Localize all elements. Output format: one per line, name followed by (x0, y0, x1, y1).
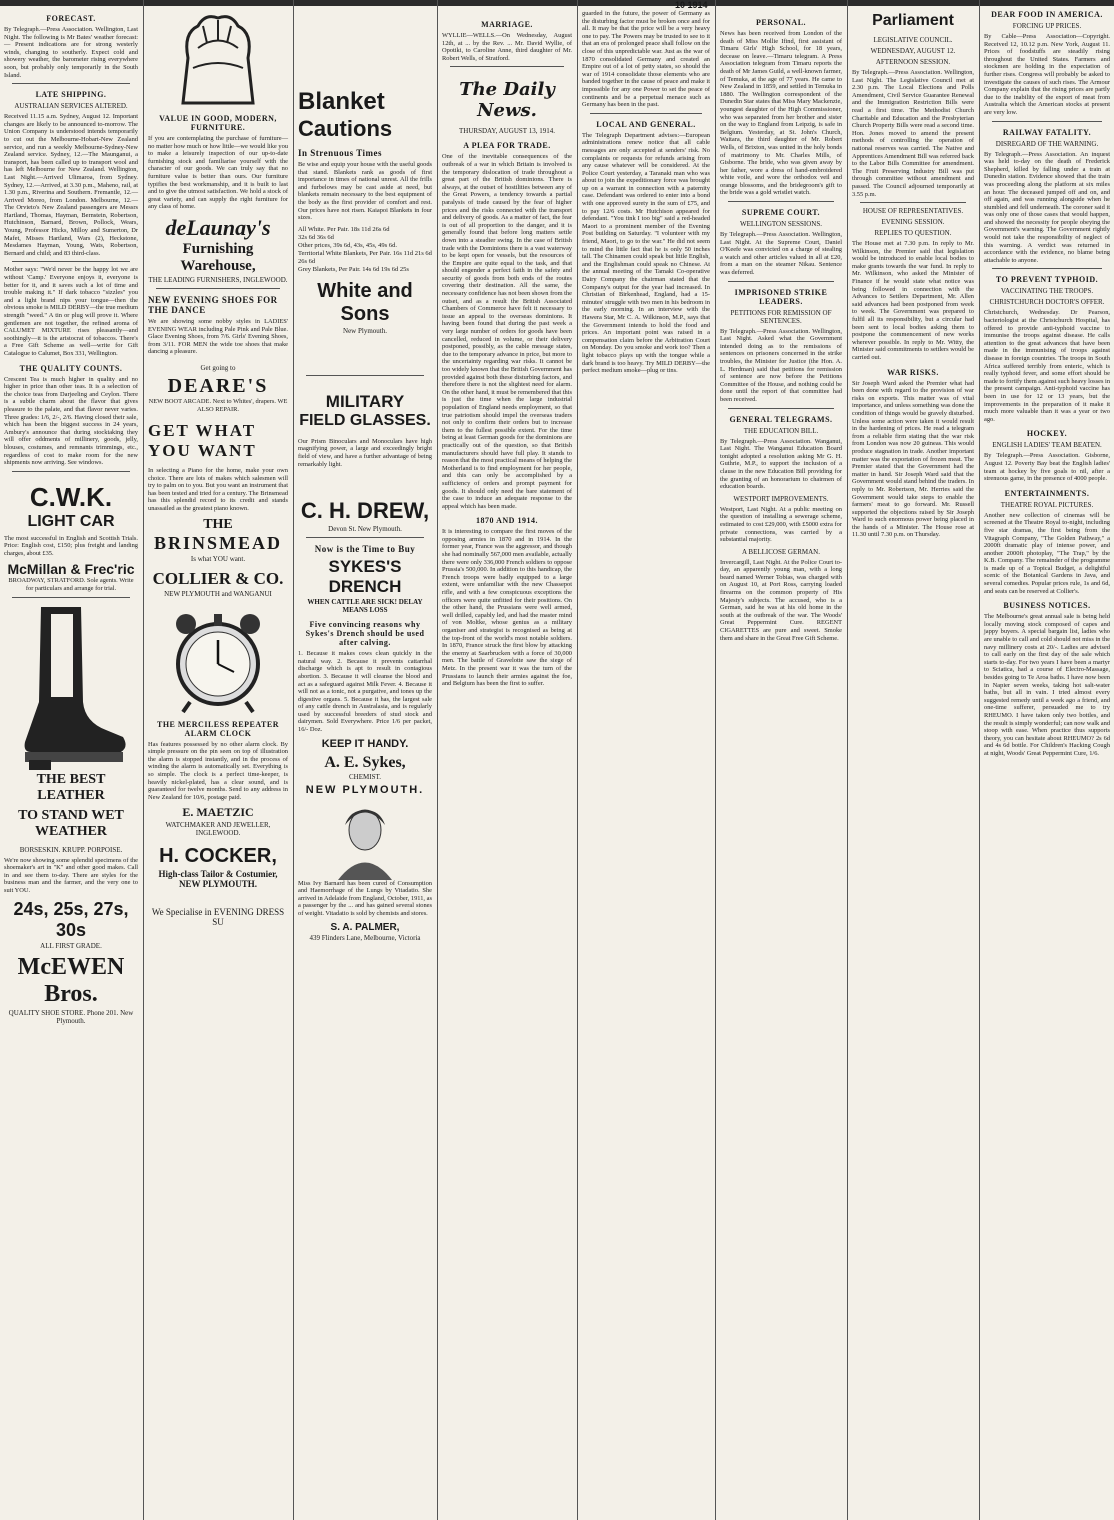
entertainments-heading: ENTERTAINMENTS. (1004, 488, 1090, 498)
divider (12, 597, 130, 598)
dear-food-heading: DEAR FOOD IN AMERICA. (991, 10, 1103, 19)
cwk-subtitle: LIGHT CAR (27, 512, 115, 530)
railway-text: By Telegraph.—Press Association. An inquest was held to-day on the death of Frederick Shepherd, killed by falling under a train at Dunedin station. Evidence showed that the train was proceeding along the platform at six miles an hour. The deceased jumped off and on, and off again, and was running alongside when he stumbled and fell underneath. The coroner said it was only one of those cases that would happen, and showed the necessity for people obeying the Government's warning. The Government rightly would not take the responsibility of neglect of this warning. A verdict was returned in accordance with the evidence, no blame being attachable to anyone. (984, 150, 1110, 264)
typhoid-heading: TO PREVENT TYPHOID. (995, 275, 1099, 285)
divider (12, 83, 130, 84)
time-to-buy-heading: Now is the Time to Buy (314, 544, 416, 555)
piano-text: In selecting a Piano for the home, make your own choice. There are lots of makes which salesmen will try to palm on to you. But you want an instrument that has been tested and tried for a century. The Brinsmead has this splendid record to its credit and stands unassailed as the greatest piano known. (148, 467, 288, 513)
railway-heading: RAILWAY FATALITY. (1002, 127, 1092, 137)
war-risks-heading: WAR RISKS. (887, 367, 939, 377)
maetzic-subtitle: WATCHMAKER AND JEWELLER, INGLEWOOD. (165, 821, 271, 838)
strike-text: By Telegraph.—Press Association. Wellington, Last Night. Asked what the Government intended doing as to the remissions of sentences on prisoners concerned in the strike troubles, the Minister for Justice (the Hon. A. L. Herdman) said that petitions for remission of sentence are now before the Petitions Committee of the House, and nothing could be done until the report of that committee had been received. (720, 327, 842, 403)
delaunay-title: deLaunay's (165, 214, 271, 240)
food-text: By Cable—Press Association—Copyright. Received 12, 10.12 p.m. New York, August 11. Prices of foodstuffs are steadily rising throughout the United States. Farmers and stockmen are holding in the expectation of further rises. Congress will probably be asked to investigate the causes of such rises. The Armour Company explain that the rising prices are partly due to the inability of the export of meat from Australia which the American stocks at present are very low. (984, 33, 1110, 116)
new-plymouth-label: NEW PLYMOUTH. (305, 783, 425, 796)
strike-heading: IMPRISONED STRIKE LEADERS. (734, 287, 828, 306)
marriage-text: WYLLIE—WELLS.—On Wednesday, August 12th, at ... by the Rev. ... Mr. David Wyllie, of Opotiki, to Caroline Anne, third daughter of Mr. Robert Wells, of Stratford. (442, 32, 572, 62)
dateline: THURSDAY, AUGUST 13, 1914. (459, 127, 555, 136)
westport-subheading: WESTPORT IMPROVEMENTS. (733, 494, 829, 503)
repeater-heading: THE MERCILESS REPEATER ALARM CLOCK (157, 719, 279, 738)
marriage-heading: MARRIAGE. (481, 20, 533, 29)
palmer-title: S. A. PALMER, (330, 921, 400, 933)
parliament-heading: Parliament (872, 12, 954, 29)
collier-title: COLLIER & CO. (152, 568, 284, 588)
council-text: By Telegraph.—Press Association. Wellington, Last Night. The Legislative Council met at 2.30 p.m. The Local Elections and Polls Amendment, Civil Service Guarantee Renewal and the Immigration Restriction Bills were read a first time. The Methodist Church Charitable and Education and the Presbyterian Church Property Bills were read a second time. Hon. Jones moved to amend the present methods of controlling the operation of national reserves was carried. The Native and Apprentices Amendment Bill was referred back to the Labor Bills Committee for amendment. The Fruit Preserving Industry Bill was put through committee without amendment and passed. The Council adjourned temporarily at 3.55 p.m. (852, 69, 974, 198)
afternoon-heading: AFTERNOON SESSION. (875, 58, 951, 66)
column-personal-telegrams (716, 0, 846, 1520)
doctor-subheading: CHRISTCHURCH DOCTOR'S OFFER. (989, 298, 1105, 307)
cwk-title: C.W.K. (29, 481, 113, 512)
replies-heading: REPLIES TO QUESTION. (874, 229, 952, 238)
council-date: WEDNESDAY, AUGUST 12. (870, 47, 956, 55)
forecast-heading: FORECAST. (46, 14, 96, 23)
alarm-clock-icon (168, 604, 268, 714)
typhoid-text: Christchurch, Wednesday. Dr Pearson, bacteriologist at the Christchurch Hospital, has offered to provide anti-typhoid vaccine to immunise the troops against disease. He calls attention to the great advances that have been made in the immunising of troops against disease in foreign countries. The troops in South Africa suffered terribly from enteric, which is really typhoid fever, and some effort should be made to fortify them against such heavy losses in the present campaign. Anti-typhoid vaccine has been in use for 12 or 13 years, but the improvements in the preparation of it make it much more valuable than it was a year or two ago. (984, 309, 1111, 423)
personal-text: News has been received from London of the death of Miss Mollie Ifind, first assistant of Timaru Girls' High School, for 18 years, decease on leave.—Timaru telegram. A Press Association telegram from Timaru reports the death of Mr James Guild, a well-known farmer, of Temuka, at the age of 77 years. He came to New Zealand in 1859, and settled in Temuka in 1880. The Wellington correspondent of the Dunedin Star states that Miss Mary Mackenzie, youngest daughter of the High Commissioner, who was separated from her brother and sister on the way to England from Leipzig, is safe in Belgium. Yesterday, at St. John's Church, Waitara, the third daughter of Mr. Robert Wells, of Brixton, was united in the holy bonds of matrimony to Mr. Charles Mills, of Gisborne. The bride, who was given away by her father, wore a dress of hand-embroidered white voile, and wore the orthodox veil and orange blossoms, and the bridegroom's gift to the bride was a gold wristlet watch. (720, 30, 842, 197)
theatre-text: Another new collection of cinemas will be screened at the Theatre Royal to-night, including five star dramas, the first being from the Vitagraph Company, "The Golden Pathway," a 2000ft dramatic play of intense power, and another 2000ft photoplay, "The Trap," by the K.B. Company. The remainder of the programme is made up of a Topical Budget, a delightful scenic of the Botanical Gardens in Java, and several comedies. Popular prices rule, 1s and 6d, and seats can be reserved at Collier's. (984, 511, 1111, 595)
cwk-text: The most successful in English and Scottish Trials. Price: English cost, £150; plus freight and landing charges, about £35. (4, 534, 138, 557)
delaunay-small: THE LEADING FURNISHERS, INGLEWOOD. (148, 275, 288, 284)
price-line: Grey Blankets, Per Pair. 14s 6d 19s 6d 25s (298, 265, 409, 273)
divider (306, 375, 424, 376)
brinsmead-subtitle: Is what YOU want. (190, 554, 246, 563)
education-subheading: THE EDUCATION BILL. (743, 426, 819, 435)
repeater-text: Has features possessed by no other alarm clock. By simple pressure on the pin seen on top of illustration the alarm is stopped instantly, and in the process of winding the alarm is automatically set. Everything is so simple. The clock is a perfect time-keeper, is heavily nickel-plated, has a clear sound, and is guaranteed for twelve months. Send to any address in New Zealand for 10/6, postage paid. (148, 740, 288, 801)
price-line: Territorial White Blankets, Per Pair. 16s 11d 21s 6d 26s 6d (298, 249, 432, 265)
cocker-subtitle: High-class Tailor & Costumier, NEW PLYMOUTH. (158, 869, 278, 890)
drew-subtitle: Devon St. New Plymouth. (328, 525, 402, 534)
divider (728, 281, 834, 282)
when-cattle-heading: WHEN CATTLE ARE SICK! DELAY MEANS LOSS (307, 598, 423, 615)
theatre-subheading: THEATRE ROYAL PICTURES. (1000, 500, 1094, 509)
westport-text: Westport, Last Night. At a public meeting on the question of installing a sewerage scheme, estimated to cost £29,000, with £5000 extra for private connections, was carried by a substantial majority. (720, 505, 842, 544)
portrait-illustration-icon (330, 800, 400, 880)
prices-line: 24s, 25s, 27s, 30s (13, 898, 129, 940)
ae-sykes-title: A. E. Sykes, (324, 753, 406, 771)
railway-subheading: DISREGARD OF THE WARNING. (995, 139, 1099, 148)
get-what-heading: GET WHAT YOU WANT (148, 421, 257, 461)
shipping-subheading: AUSTRALIAN SERVICES ALTERED. (14, 102, 128, 111)
hockey-heading: HOCKEY. (1026, 429, 1068, 439)
wars-heading: 1870 AND 1914. (476, 516, 538, 526)
personal-heading: PERSONAL. (755, 18, 807, 27)
leather-text: We're now showing some splendid specimens of the shoemaker's art in "K" and other good makes. Call in and see them to-day. There are styles for the business man and the farmer, and the very one to suit YOU. (4, 856, 138, 895)
drew-title: C. H. DREW, (300, 498, 430, 524)
telegrams-heading: GENERAL TELEGRAMS. (729, 414, 833, 424)
leather-types: BORSESKIN. KRUPP. PORPOISE. (19, 845, 123, 854)
value-heading: VALUE IN GOOD, MODERN, FURNITURE. (159, 114, 277, 132)
boot-illustration-icon (11, 602, 131, 772)
business-heading: BUSINESS NOTICES. (1003, 601, 1091, 611)
wars-text: It is interesting to compare the first moves of the opposing armies in 1870 and in 1914. In the former year, France was the aggressor, and though she had nominally 567,000 men available, actually there were only 336,000 French soldiers to oppose Prussia's 500,000. In addition to this handicap, the French troops were badly equipped to a large extent, were unfamiliar with the new Chassepot rifle, and with a few conspicuous exceptions the officers were quite unfitted for their positions. On the other hand, the Prussians were well armed, well drilled, capably led, and had the master mind of von Moltke, whose genius as a military organiser and strategist is recognised as being at the top-front of the world's most notable soldiers. In 1870, France struck the first blow by attacking the enemy at Saarbrucken with a force of 30,000 men. The battle of Gravelotte saw the siege of Metz. In the present war it was the turn of the Prussians to launch their armies against the foe, and Belgium has been the first to suffer. (442, 528, 572, 688)
house-text: The House met at 7.30 p.m. In reply to Mr. Wilkinson, the Premier said that legislation would be introduced to enable local bodies to make grants towards the war fund. In reply to Mr. Wilkinson, who asked the Minister of Finance if he would state what notice was being followed in connection with the Advances to Settlers Department, Mr. Allen said advances had been postponed from week to week. The Government was prepared to fulfil all its responsibility, but a circular had been sent to local bodies asking them to postpone the commencement of new works wherever possible. In reply to Mr. Witty, the Minister said commitments to settlers would be carried out. (852, 240, 974, 361)
mcewen-title: McEWEN Bros. (17, 953, 125, 1007)
supreme-text: By Telegraph.—Press Association. Wellington, Last Night. At the Supreme Court, Daniel O'Keefe was convicted on a charge of stealing a watch and other articles valued in all at £20, from a man on the steamer Nikau. Sentence was deferred. (720, 231, 842, 277)
plea-heading: A PLEA FOR TRADE. (463, 141, 551, 151)
masthead: The Daily News. (459, 79, 555, 122)
maetzic-title: E. MAETZIC (182, 805, 254, 820)
divider (12, 261, 130, 262)
forcing-subheading: FORCING UP PRICES. (1012, 22, 1082, 30)
german-text: Invercargill, Last Night. At the Police Court to-day, an apparently young man, with a long beard named Werner Tobias, was charged with on August 10, at Port Ross, carrying loaded firearms on the common property of His Majesty's subjects. The accused, who is a German, said he was at his old home in the south at the outbreak of the war. The Woods' Great Peppermint Cure. REGENT CIGARETTES are pure and sweet. Smoke them and share in the Great Free Gift Scheme. (720, 558, 842, 642)
blanket-title: Blanket (298, 88, 385, 115)
war-risks-text: Sir Joseph Ward asked the Premier what had been done with regard to the provision of war risks on exports. This matter was of vital importance, and unless something was done the condition of things would be gravely disturbed. Unless some action were taken it would result in the hardening of prices. He read a telegram from a reliable firm stating that the war risk from London was now 20 guineas. This would produce stagnation in trade. Another important matter was the exportation of frozen meat. The Premier stated that the Government had the matter in hand. Sir Joseph Ward said that the Government would stand behind the traders. In reply to Mr. Robertson, Mr. Herries said the Government would take steps to enable the farmers' meat to go forward. Mr. Russell supported the objections raised by Sir Joseph Ward to such enormous power being placed in the hands of a Minister. The House rose at 11.30 until 7.30 p.m. on Thursday. (852, 379, 974, 539)
divider (992, 268, 1102, 269)
council-heading: LEGISLATIVE COUNCIL. (873, 36, 953, 44)
cocker-title: H. COCKER, (159, 845, 277, 868)
white-sons-title: White and Sons (317, 279, 413, 325)
value-text: If you are contemplating the purchase of furniture—no matter how much or how little—we would like you to make a leisurely inspection of our up-to-date furnishing stock and familiarise yourself with the character of our goods. We can truly say that no furniture value is better than ours. Our furniture typifies the best workmanship, and it is built to last and to give the utmost satisfaction. We hold a stock of great variety, and can supply the right furniture for any class of home. (148, 135, 288, 211)
deares-text: NEW BOOT ARCADE. Next to Whites', drapers. WE ALSO REPAIR. (148, 397, 288, 413)
divider (728, 408, 834, 409)
divider (728, 201, 834, 202)
house-heading: HOUSE OF REPRESENTATIVES. (862, 207, 964, 216)
glasses-text: Our Prism Binoculars and Monoculars have high magnifying power, a large and exceedingly bright field of view, and have a further advantage of being remarkably light. (298, 437, 432, 468)
column-forecast-shipping (0, 0, 142, 1520)
mcewen-subtitle: QUALITY SHOE STORE. Phone 201. New Plymouth. (8, 1008, 134, 1025)
deares-title: DEARE'S (167, 374, 269, 397)
mcmillan-title: McMillan & Frec'ric (7, 561, 135, 578)
sykes-drench-title: SYKES'S DRENCH (328, 557, 402, 597)
column-editorial (438, 0, 576, 1520)
price-line: All White. Per Pair. 18s 11d 26s 6d (298, 225, 390, 233)
sykes-text: 1. Because it makes cows clean quickly in the natural way. 2. Because it prevents cattarrhal discharge which is apt to result in contagious abortion. 3. Because it will cleanse the blood and act as a safeguard against Milk Fever. 4. Because it will not as a tonic, not a purgative, and tones up the digestive organs. 5. Because it has, the largest sale of any cattle drench in Australasia, and is regularly used by successful breeders of stud stock and dairymen. Sold Everywhere. Price 1/6 per packet, 16/- Doz. (298, 650, 432, 734)
military-title: MILITARY (325, 391, 405, 411)
divider (450, 66, 564, 67)
price-line: Other prices, 39s 6d, 43s, 45s, 49s 6d. (298, 241, 397, 249)
price-line: 32s 6d 36s 6d (298, 233, 334, 241)
hands-illustration-icon (163, 8, 273, 108)
hockey-text: By Telegraph.—Press Association. Gisborne, August 12. Poverty Bay beat the English ladies' team at hockey by five goals to nil, after a strenuous game, in the presence of 4000 people. (984, 452, 1110, 483)
local-text: The Telegraph Department advises:—European administrations renew notice that all cable messages are only accepted at senders' risk. No complaints or requests for refunds arising from any cause whatever will be considered. At the Police Court yesterday, a Taranaki man who was about to join the expeditionary force was brought up on a warrant in connection with a paternity case. Defendant was ordered to enter into a bond with one approved surety in the sum of £75, and to pay 12/6 costs. Mr Hutchison appeared for defendant. "You tink I too big" said a red-headed Maori to a prominent member of the Evening Post building on Saturday. "I volunteer with my friend, Maori, to go to the war." He did not seem to mind the little fact that he is only 50 inches tall. The Chinamen could speak but little English, and the Englishman could speak no Chinese. At the annual meeting of the Tamaki Co-operative Dairy Company the chairman stated that the Company's output for the year had increased. In Christian of Birkenhead, England, had a 15-minutes' struggle with two men in his bedroom in the early morning. In an interview with the Hawera Star, Mr C. A. Wilkinson, M.P., says that the Government intends to hold the food and prices. An important point was raised in a compensation claim before the Arbitration Court on Monday. Do you smoke and work too? Then a light tobacco plays up with the tongue while a dark brand is too heavy. Try MILD DERBY—the perfect medium smoke—plug or tins. (582, 131, 710, 375)
prices-subline: ALL FIRST GRADE. (40, 941, 102, 950)
field-glasses-title: FIELD GLASSES. (299, 411, 431, 429)
the-label: THE (203, 516, 233, 532)
ladies-subheading: ENGLISH LADIES' TEAM BEATEN. (992, 441, 1102, 450)
divider (590, 113, 702, 114)
mcmillan-text: BROADWAY, STRATFORD. Sole agents. Write for particulars and arrange for trial. (8, 577, 134, 593)
quality-heading: THE QUALITY COUNTS. (19, 363, 123, 373)
white-sons-subtitle: New Plymouth. (343, 326, 387, 335)
strike-subheading: PETITIONS FOR REMISSION OF SENTENCES. (730, 308, 832, 325)
editorial-continued-text: guarded in the future, the power of Germany as the disturbing factor must be broken once and for all. It may be that the price will be a very heavy one to pay. The Powers may be trusted to see to it that an era of prolonged peace shall follow on the close of this unpredictable war. Just as the war of 1870 consolidated Germany and created an Empire out of a lot of petty states, so should the war of 1914 consolidate those elements who are banded together in the cause of peace and make it impossible for any one Power to set the peace of continents and be a perpetual menace such as Germany has been in the past. (582, 10, 710, 109)
cautions-title: Cautions (298, 116, 393, 141)
specialise-text: We Specialise in EVENING DRESS SU (151, 907, 285, 928)
column-furniture-ads (144, 0, 292, 1520)
divider (306, 537, 424, 538)
tobacco-notice-text: Mother says: "We'd never be the happy lot we are without 'Camp.' Everyone enjoys it, everyone is better for it, and it saves such a lot of time and trouble making it." If dark tobacco "sizzles" you and a light brand nips your tongue—then the obvious smoke is MILD DERBY—the true medium strength "weed." A tin or plug will prove it. Where gentlemen are not together, the refined aroma of CALUMET MIXTURE rises pleasantly—and soothingly—it is the aristocrat of tobaccos. There's a Free Gift Scheme as well—write for Gift Catalogue to Calumet, Box 331, Wellington. (4, 266, 138, 357)
column-cable-news (980, 0, 1114, 1520)
supreme-heading: SUPREME COURT. (741, 208, 821, 218)
five-reasons-heading: Five convincing reasons why Sykes's Drench should be used after calving. (305, 620, 425, 648)
plea-text: One of the inevitable consequences of the outbreak of a war in which Britain is involved is the temporary dislocation of trade throughout a great part of the British dominions. There is always, at the outset of hostilities between any of the Great Powers, a tendency towards a partial paralysis of trade caused by the fear of higher prices and the risks connected with the transport and delivery of goods. As a matter of fact, the fear is out of all proportion to the danger, and it is generally found that before long matters settle down into a steadier swing. In the case of British trade with the Dominions there is a vast waterway to be kept open for vessels, but the resources of the Empire are quite equal to the task, and that should engender a perfect faith in the safety and security of goods from both ends of the routes covering their destination. All the same, the necessary confidence has not been shown from the outset, and as a result the British Associated Chambers of Commerce have felt it necessary to issue an appeal to the overseas dominions. It having been found that during the past week a very large number of orders for goods have been cancelled, reduced in volume, or their delivery postponed, possibly, as the cable message states, due to the temporary advance in price, but more to the uncertainty regarding war risks. It cannot be too widely known that the British Government has provided against both these disturbing factors, and therefore there is not the slightest need for alarm. On the other hand, it must be remembered that this is just the time when the large industrial population of England needs employment, so that true patriotism should impel the overseas traders not only to confirm their orders but to increase them to the fullest possible extent. For the time being at least German goods for the dominions are practically out of the question, so that British manufacturers should have full play. It stands to reason that the most practical means of helping the Motherland is to find employment for her people, and this can only be accomplished by a sufficiency of orders and prompt payment for goods. It should only need the bare statement of the case to induce an adequate response to the appeal which has been made. (442, 153, 572, 510)
quality-text: Crescent Tea is much higher in quality and no higher in price than other teas. It is a selection of the choice teas from Darjeeling and Ceylon. There is a subtle charm about the flavor that gives pleasure to the palate, and that flavor never varies. Three grades: 1/6, 2/-, 2/6. Having closed their sale, which has been the biggest success in 24 years, Ambury's announce that during stocktaking they will offer oddments of millinery, goods, jelly, blouses, costumes, and remnants trimmings, etc., regardless of cost to make room for the new shipments now arriving. See windows. (4, 375, 138, 467)
local-heading: LOCAL AND GENERAL. (596, 119, 696, 129)
education-text: By Telegraph.—Press Association. Wanganui, Last Night. The Wanganui Education Board tonight adopted a resolution asking Mr G. H. Guthrie, M.P., to support the inclusion of a clause in the new Education Bill providing for the granting of an honorarium to chairmen of education boards. (720, 437, 842, 491)
column-parliament (848, 0, 978, 1520)
evening-heading: EVENING SESSION. (881, 218, 945, 227)
german-subheading: A BELLICOSE GERMAN. (742, 547, 820, 556)
business-text: The Melbourne's great annual sale is being held locally moving stock composed of capes and jappy buyers. A special bargain list, ladies who are unable to call and cold should not miss in the navy millinery costs at 20/-. Ladies are advised to call early on the first day of the sale which starts to-day. For two years I have been a martyr to Sciatica, had a course of Electro-Massage, besides going to Te Aroa baths. I have now been in Napier seven weeks, taking hot salt-water baths, but all in vain. I tried almost every suggested remedy until a week ago a friend, and one-time sufferer, persuaded me to try RHEUMO. I have taken only two bottles, and the result is simply wonderful; can now walk and stoop with ease. When practice thus supports theory, you can hesitate about RHEUMO? 2s 6d and 4s 6d bottle. For Children's Hacking Cough at night, Woods' Great Peppermint Cure, 1/6. (984, 613, 1111, 757)
forecast-text: By Telegraph.—Press Association. Wellington, Last Night. The following is Mr Bates' weather forecast:— Present indications are for strong westerly winds, changing to southerly. Expect cold and showery weather, the barometer rising everywhere soon, but probably only temporarily in the South Island. (4, 26, 138, 79)
delaunay-subtitle: Furnishing Warehouse, (180, 240, 256, 274)
collier-subtitle: NEW PLYMOUTH and WANGANUI (164, 589, 272, 598)
sessions-subheading: WELLINGTON SESSIONS. (740, 220, 822, 229)
blanket-text: Be wise and equip your house with the useful goods that stand. Blankets rank as goods of first importance in times of national unrest. All the frills and furbelows may be cast aside at need, but blankets remain necessary to the best equipment of the body as the first provider of comfort and rest. Our prices have not risen. Kaiapoi Blankets in four sizes. (298, 161, 432, 222)
column-local-general (578, 0, 714, 1520)
page-number: 10 1914 (675, 0, 708, 10)
brinsmead-title: BRINSMEAD (153, 532, 282, 553)
best-leather-heading: THE BEST LEATHER (36, 771, 106, 803)
column-blanket-ads (294, 0, 436, 1520)
shipping-heading: LATE SHIPPING. (35, 90, 107, 100)
chemist-label: CHEMIST. (349, 772, 381, 781)
going-to-text: Get going to (200, 363, 236, 372)
stand-wet-heading: TO STAND WET WEATHER (18, 807, 124, 839)
palmer-subtitle: 439 Flinders Lane, Melbourne, Victoria (309, 933, 421, 942)
barnard-text: Miss Ivy Barnard has been cured of Consumption and Haemorrhage of the Lungs by Vitadatio. She arrived in Adelaide from England, October, 1911, as a passenger by the ... and has gained several stones of weight. Vitadatio is sold by chemists and stores. (298, 879, 432, 918)
divider (992, 121, 1102, 122)
shoes-text: We are showing some nobby styles in LADIES' EVENING WEAR including Pale Pink and Pale Blue. Glace Evening Shoes, from 7/6. Girls' Evening Shoes, from 3/11. FOR MEN the wide toe shoes that make dancing a pleasure. (148, 317, 288, 356)
divider (12, 471, 130, 472)
strenuous-heading: In Strenuous Times (298, 148, 383, 158)
keep-handy-text: KEEP IT HANDY. (321, 737, 409, 750)
shipping-text: Received 11.15 a.m. Sydney, August 12. Important changes are likely to be announced to-morrow. The Union Company is understood intends temporarily to cut out the Melbourne-Hobart-New Zealand service, and run a weekly Melbourne-Sydney-New Zealand service. Sydney, 12.—The Maunganui, a transport, has been called up to transport wool and has left Melbourne for New Zealand. Wellington, Last Night.—Arrived Ulimaroa, from Sydney. Sydney, 12.—Arrived, at 3.30 p.m., Maheno, rail, at 1.30 p.m., Riverina and Southern. Fremantle, 12.—Arrived Moreo, from London. Melbourne, 12.—The Orvieto's New Zealand passengers are Messrs Hartland, Thomas, Hayman, Bernstein, Robertson, Hutchinson, Barnard, Brown, Pollock, Wears, Young, Professor Hicks, Milloy and Sumerton, Dr Mafet, Misses Hartland, Wars (2), Heckstone, Mesdames Hayman, Young, Wats, Robertson, Bernard and child; and 83 third-class. (4, 113, 138, 257)
shoes-heading: NEW EVENING SHOES FOR THE DANCE (148, 294, 278, 315)
divider (156, 288, 280, 289)
vaccinating-subheading: VACCINATING THE TROOPS. (1000, 287, 1094, 296)
divider (860, 202, 966, 203)
